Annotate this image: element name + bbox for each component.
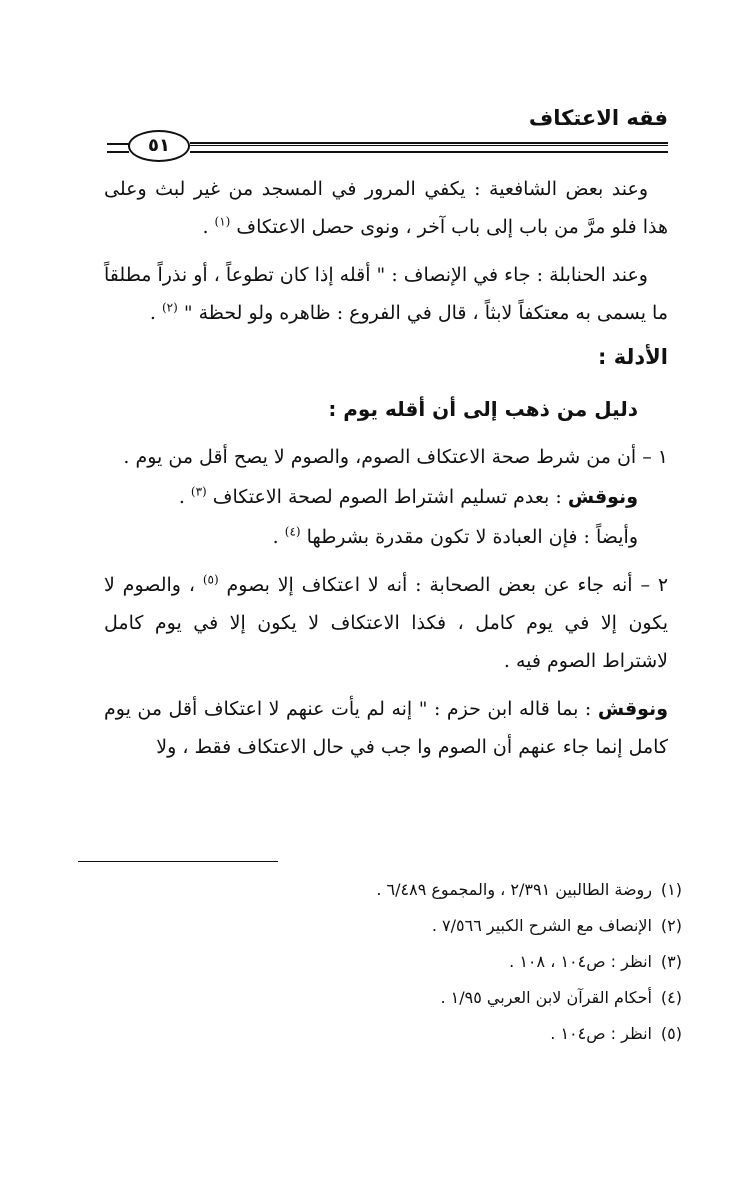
- page-number: ٥١: [128, 130, 190, 162]
- item-number: ٢ –: [640, 574, 669, 596]
- item-1-also: وأيضاً : فإن العبادة لا تكون مقدرة بشرطها $^{(٤)}$ .: [272, 524, 638, 548]
- heading-evidence-day: دليل من ذهب إلى أن أقله يوم :: [328, 397, 638, 421]
- item-1-rebuttal: ونوقش : بعدم تسليم اشتراط الصوم لصحة الاعتكاف $^{(٣)}$ .: [178, 484, 638, 508]
- footnote-ref-5[interactable]: (٥): [202, 572, 219, 587]
- footnotes: [78, 872, 682, 1052]
- footnote-item: (٢)الإنصاف مع الشرح الكبير ٧/٥٦٦ .: [431, 916, 682, 935]
- footnote-ref-1[interactable]: (١): [214, 214, 231, 229]
- footnote-item: (٤)أحكام القرآن لابن العربي ١/٩٥ .: [440, 988, 682, 1007]
- item-number: ١ –: [642, 446, 668, 468]
- footnote-separator: [78, 861, 278, 862]
- footnote-item: (٣)انظر : ص١٠٤ ، ١٠٨ .: [509, 952, 682, 971]
- heading-evidence: الأدلة :: [598, 345, 668, 369]
- footnote-ref-3[interactable]: (٣): [190, 484, 207, 499]
- footnote-item: (٥)انظر : ص١٠٤ .: [550, 1024, 682, 1043]
- header-rule-end: [107, 143, 129, 153]
- evidence-item-1: ١ – أن من شرط صحة الاعتكاف الصوم، والصوم لا يصح أقل من يوم .: [123, 446, 668, 468]
- footnote-ref-4[interactable]: (٤): [284, 524, 301, 539]
- header-rule: [190, 142, 668, 153]
- page-body: [104, 170, 668, 766]
- item-2-rebuttal: ونوقش : بما قاله ابن حزم : " إنه لم يأت عنهم لا اعتكاف أقل من يوم كامل إنما جاء عنهم أن الصوم وا جب في حال الاعتكاف فقط ، ولا: [104, 698, 668, 758]
- rebuttal-label: ونوقش: [597, 698, 668, 720]
- rebuttal-label: ونوقش: [567, 486, 638, 508]
- running-title: فقه الاعتكاف: [528, 106, 668, 130]
- paragraph-shafii: وعند بعض الشافعية : يكفي المرور في المسجد من غير لبث وعلى هذا فلو مرَّ من باب إلى باب آخر ، ونوى حصل الاعتكاف $^{(١)}$ .: [104, 178, 668, 238]
- footnote-item: (١)روضة الطالبين ٢/٣٩١ ، والمجموع ٦/٤٨٩ .: [376, 880, 682, 899]
- paragraph-hanbali: وعند الحنابلة : جاء في الإنصاف : " أقله إذا كان تطوعاً ، أو نذراً مطلقاً ما يسمى به معتكفاً لابثاً ، قال في الفروع : ظاهره ولو لحظة " $^{(٢)}$ .: [104, 264, 668, 324]
- evidence-item-2: ٢ – أنه جاء عن بعض الصحابة : أنه لا اعتكاف إلا بصوم $^{(٥)}$ ، والصوم لا يكون إلا في يوم كامل ، فكذا الاعتكاف لا يكون إلا في يوم كامل لاشتراط الصوم فيه .: [104, 572, 669, 672]
- footnote-ref-2[interactable]: (٢): [161, 300, 178, 315]
